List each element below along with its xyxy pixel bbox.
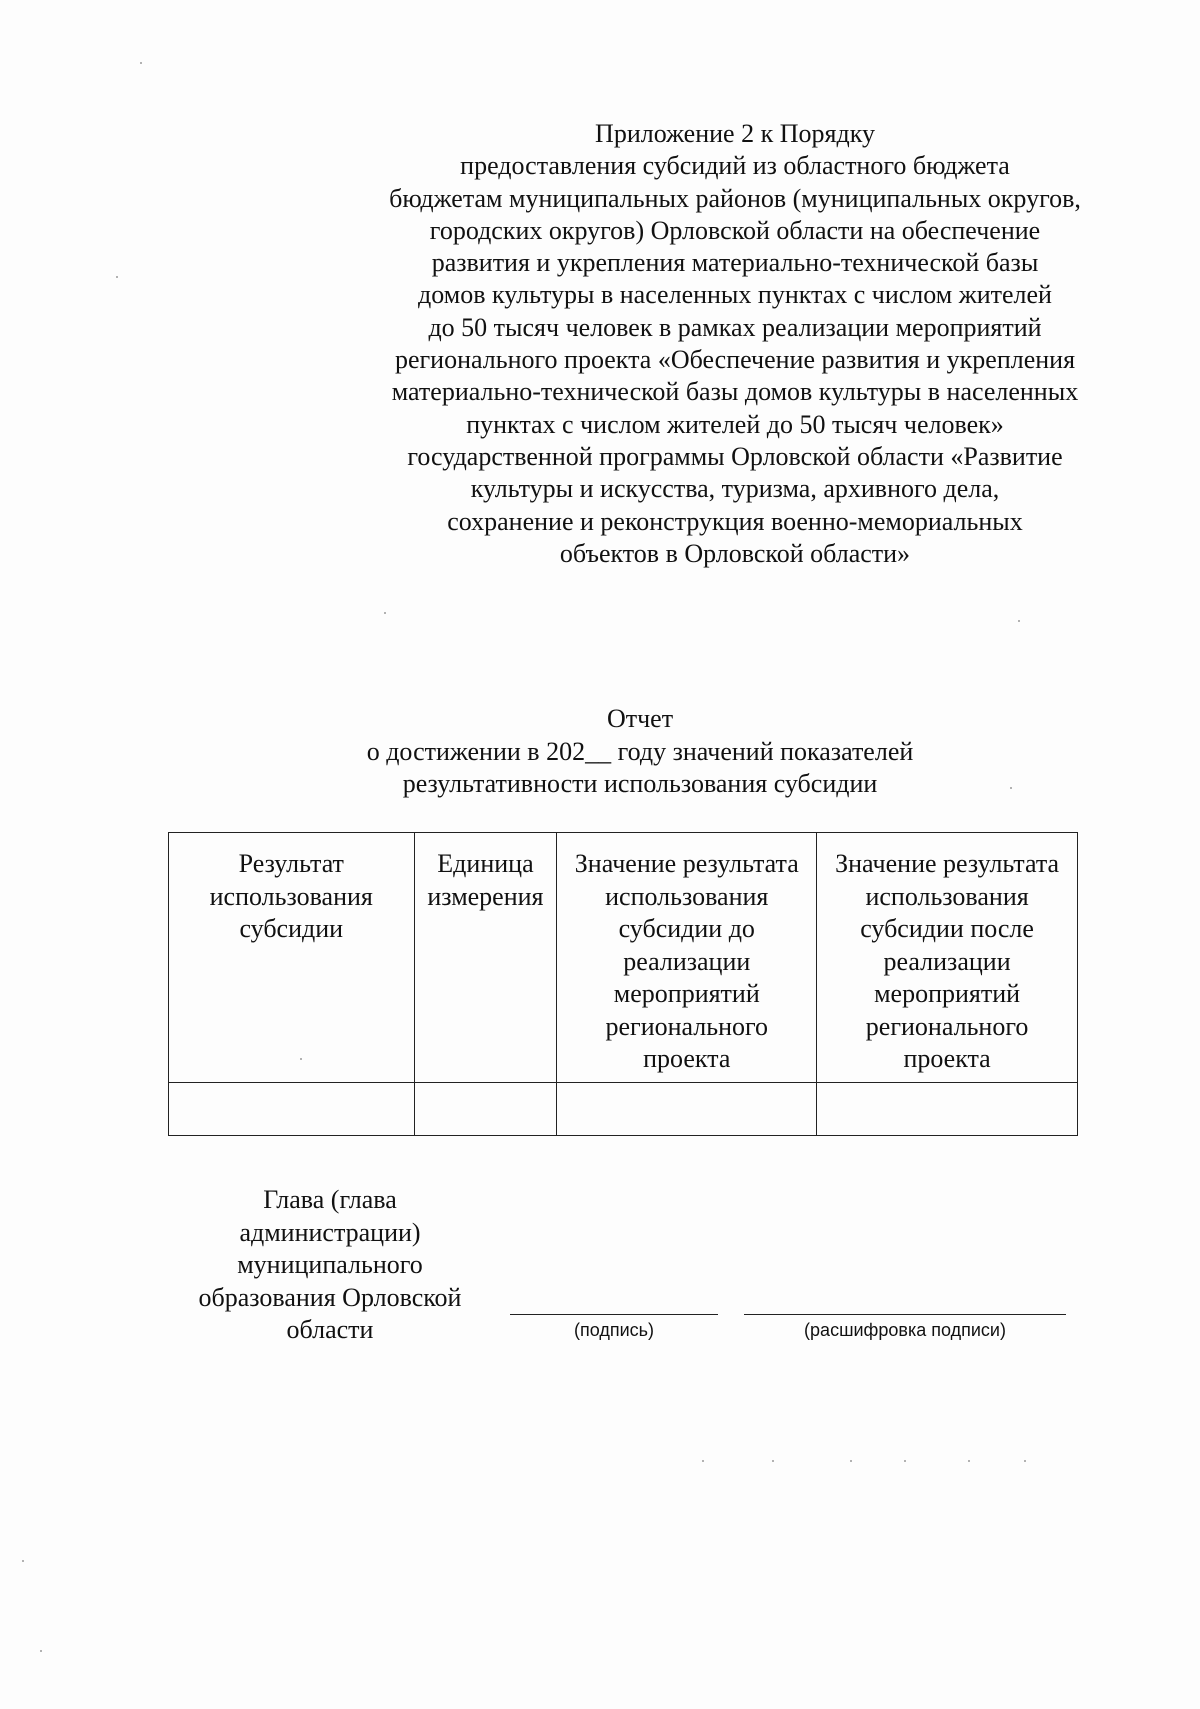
scan-speck xyxy=(968,1460,970,1462)
header-line: субсидии до xyxy=(618,914,755,943)
scan-speck xyxy=(702,1460,704,1462)
header-line: регионального xyxy=(865,1011,1029,1041)
appendix-line: государственной программы Орловской области «Развитие xyxy=(407,441,1063,471)
scan-speck xyxy=(1010,787,1012,789)
header-line: субсидии после xyxy=(860,914,1034,943)
signature-decoding-caption: (расшифровка подписи) xyxy=(804,1320,1006,1340)
appendix-line: регионального проекта «Обеспечение развития и укрепления xyxy=(394,345,1076,375)
header-line: использования xyxy=(209,881,373,911)
scan-speck xyxy=(772,1460,774,1462)
scan-speck xyxy=(1024,1460,1026,1462)
appendix-line: развития и укрепления материально-технической базы xyxy=(431,248,1039,278)
header-line: реализации xyxy=(883,946,1011,976)
appendix-line: пунктах с числом жителей до 50 тысяч человек» xyxy=(466,409,1004,439)
appendix-line: культуры и искусства, туризма, архивного дела, xyxy=(470,474,1000,504)
header-line: субсидии xyxy=(239,914,344,943)
header-line: реализации xyxy=(623,946,751,976)
header-line: измерения xyxy=(427,881,544,911)
table-cell xyxy=(169,1083,415,1136)
appendix-line: городских округов) Орловской области на обеспечение xyxy=(429,215,1041,245)
appendix-line: Приложение 2 к Порядку xyxy=(595,119,875,148)
scan-speck xyxy=(904,1460,906,1462)
signature-decoding-line xyxy=(744,1314,1066,1315)
appendix-line: объектов в Орловской области» xyxy=(559,538,911,568)
header-line: регионального xyxy=(605,1011,769,1041)
header-line: проекта xyxy=(903,1044,991,1073)
appendix-heading xyxy=(350,118,1120,570)
table-cell xyxy=(817,1083,1078,1136)
header-line: Значение результата xyxy=(574,849,799,878)
table-cell xyxy=(414,1083,557,1136)
scan-speck xyxy=(116,276,118,278)
appendix-line: сохранение и реконструкция военно-мемориальных xyxy=(447,506,1023,536)
appendix-line: домов культуры в населенных пунктах с числом жителей xyxy=(418,280,1052,310)
signer-line: муниципального xyxy=(237,1250,423,1279)
appendix-line: материально-технической базы домов культуры в населенных xyxy=(391,377,1079,407)
scan-speck xyxy=(384,612,386,614)
header-line: мероприятий xyxy=(613,979,760,1008)
report-title xyxy=(300,703,980,801)
scan-speck xyxy=(300,1058,302,1060)
appendix-line: до 50 тысяч человек в рамках реализации мероприятий xyxy=(428,312,1042,342)
results-table xyxy=(168,832,1078,1136)
header-line: Результат xyxy=(238,849,344,878)
header-value-after xyxy=(817,833,1078,1083)
header-line: проекта xyxy=(643,1044,731,1073)
report-title-line: о достижении в 202__ году значений показателей xyxy=(366,736,914,766)
signature-caption: (подпись) xyxy=(573,1320,655,1340)
header-line: Значение результата xyxy=(835,849,1060,878)
scan-speck xyxy=(1018,620,1020,622)
signer-line: администрации) xyxy=(239,1217,421,1247)
signature-line xyxy=(510,1314,718,1315)
signer-line: области xyxy=(286,1315,374,1344)
appendix-line: предоставления субсидий из областного бюджета xyxy=(460,151,1010,181)
scan-speck xyxy=(140,62,142,64)
header-result xyxy=(169,833,415,1083)
header-unit xyxy=(414,833,557,1083)
signer-line: образования Орловской xyxy=(198,1282,462,1312)
signer-line: Глава (глава xyxy=(263,1185,397,1214)
header-value-before xyxy=(557,833,817,1083)
header-line: использования xyxy=(605,881,769,911)
report-title-line: Отчет xyxy=(606,704,674,733)
header-line: использования xyxy=(865,881,1029,911)
scan-speck xyxy=(40,1650,42,1652)
report-title-line: результативности использования субсидии xyxy=(402,769,878,798)
appendix-line: бюджетам муниципальных районов (муниципальных округов, xyxy=(389,183,1081,213)
scan-speck xyxy=(22,1560,24,1562)
table-header-row xyxy=(169,833,1078,1083)
signer-title xyxy=(170,1184,490,1347)
table-cell xyxy=(557,1083,817,1136)
scan-speck xyxy=(850,1460,852,1462)
header-line: мероприятий xyxy=(874,979,1021,1008)
header-line: Единица xyxy=(437,849,534,878)
table-row xyxy=(169,1083,1078,1136)
